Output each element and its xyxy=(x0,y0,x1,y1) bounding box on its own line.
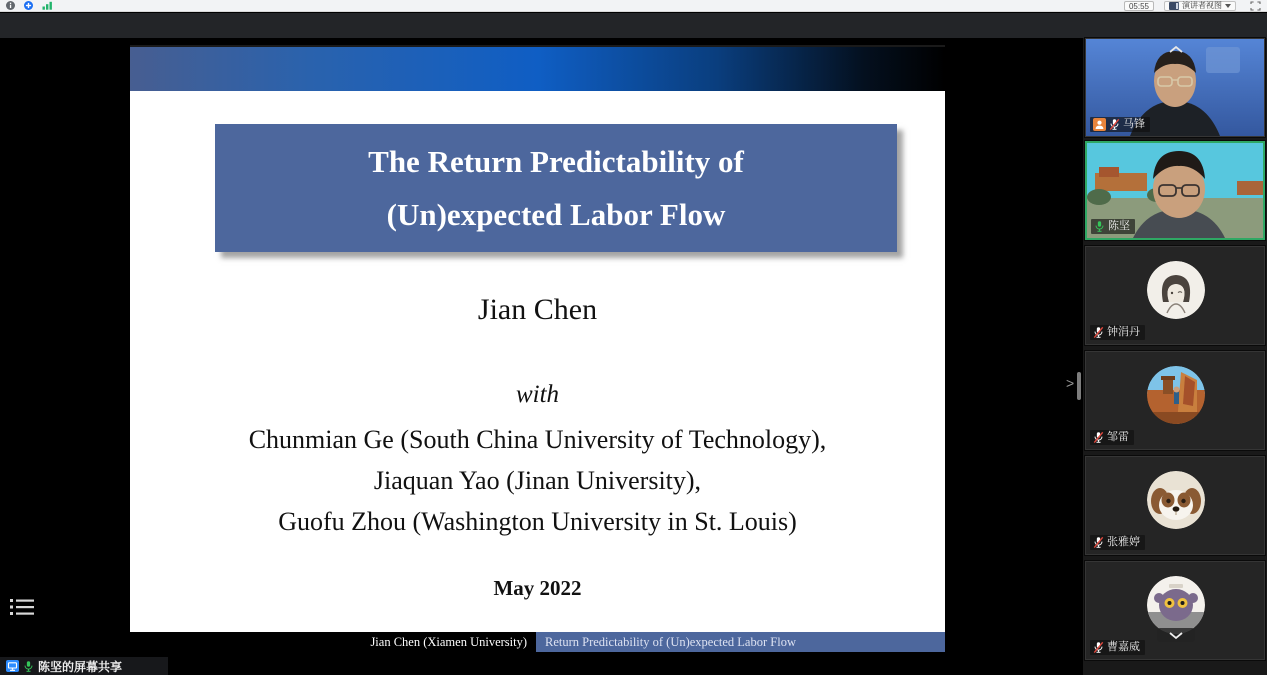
upload-icon[interactable] xyxy=(24,1,33,10)
slide-title-line2: (Un)expected Labor Flow xyxy=(386,197,726,232)
participant-name: 邹雷 xyxy=(1107,431,1129,443)
collapse-up-icon[interactable] xyxy=(1158,43,1194,55)
participant-name: 陈坚 xyxy=(1108,220,1130,232)
slide-with-word: with xyxy=(515,381,560,408)
avatar xyxy=(1147,261,1205,319)
slide-presenter: Jian Chen xyxy=(477,293,598,326)
speaker-view-icon xyxy=(1169,2,1179,10)
mic-muted-icon xyxy=(1093,641,1104,654)
shared-screen-stage xyxy=(0,38,1083,675)
presentation-slide xyxy=(130,45,945,652)
participant-name: 张雅婷 xyxy=(1107,536,1140,548)
info-icon[interactable] xyxy=(6,1,15,10)
slide-header-band xyxy=(130,45,945,91)
participant-tile[interactable] xyxy=(1085,561,1265,660)
mic-on-icon xyxy=(23,660,34,673)
slide-footer-author: Jian Chen (Xiamen University) xyxy=(130,632,536,652)
participant-name-chip xyxy=(1090,430,1134,445)
sidebar-handle-icon[interactable]: > xyxy=(1066,375,1075,391)
network-signal-icon xyxy=(42,1,53,10)
top-status-bar xyxy=(0,0,1267,12)
avatar xyxy=(1147,471,1205,529)
screen-share-icon xyxy=(6,660,19,672)
participant-name-chip xyxy=(1090,117,1150,132)
sidebar-handle-bar[interactable] xyxy=(1077,372,1081,400)
screen-share-label: 陈坚的屏幕共享 xyxy=(38,659,123,674)
host-badge-icon xyxy=(1093,118,1106,131)
mic-muted-icon xyxy=(1093,431,1104,444)
coauthor-line: Chunmian Ge (South China University of Technology), xyxy=(248,425,827,454)
status-icons xyxy=(6,1,53,10)
slide-footer-title: Return Predictability of (Un)expected Labor Flow xyxy=(536,632,945,652)
participant-tile[interactable] xyxy=(1085,351,1265,450)
participant-tile[interactable] xyxy=(1085,456,1265,555)
coauthor-line: Jiaquan Yao (Jinan University), xyxy=(373,466,702,495)
participant-name-chip xyxy=(1090,535,1145,550)
slide-footer xyxy=(130,632,945,652)
dropdown-icon xyxy=(1225,4,1231,8)
participants-sidebar xyxy=(1083,38,1267,675)
view-mode-label: 演讲者视图 xyxy=(1182,1,1222,10)
participant-tile[interactable] xyxy=(1085,141,1265,240)
participant-name: 曹嘉威 xyxy=(1107,641,1140,653)
mic-muted-icon xyxy=(1093,536,1104,549)
coauthor-line: Guofu Zhou (Washington University in St. Louis) xyxy=(278,507,797,536)
list-icon[interactable] xyxy=(8,596,38,618)
scroll-down-icon[interactable] xyxy=(1157,628,1195,642)
participant-name: 钟涓丹 xyxy=(1107,326,1140,338)
slide-coauthors xyxy=(130,419,945,542)
participant-tile[interactable] xyxy=(1085,246,1265,345)
avatar xyxy=(1147,366,1205,424)
mic-muted-icon xyxy=(1093,326,1104,339)
slide-date: May 2022 xyxy=(493,576,582,600)
fullscreen-icon[interactable] xyxy=(1250,1,1261,11)
participant-tile[interactable] xyxy=(1085,38,1265,137)
slide-title-line1: The Return Predictability of xyxy=(368,144,744,179)
screen-share-banner[interactable] xyxy=(0,657,168,675)
participant-name-chip xyxy=(1091,219,1135,234)
avatar xyxy=(1147,576,1205,634)
view-mode-button[interactable] xyxy=(1164,1,1236,11)
window-title-bar xyxy=(0,13,1267,38)
participant-name-chip xyxy=(1090,640,1145,655)
participant-name: 马锋 xyxy=(1123,118,1145,130)
mic-muted-icon xyxy=(1109,118,1120,131)
mic-on-icon xyxy=(1094,220,1105,233)
meeting-timer: 05:55 xyxy=(1124,1,1154,11)
participant-name-chip xyxy=(1090,325,1145,340)
slide-title-box xyxy=(215,124,897,252)
